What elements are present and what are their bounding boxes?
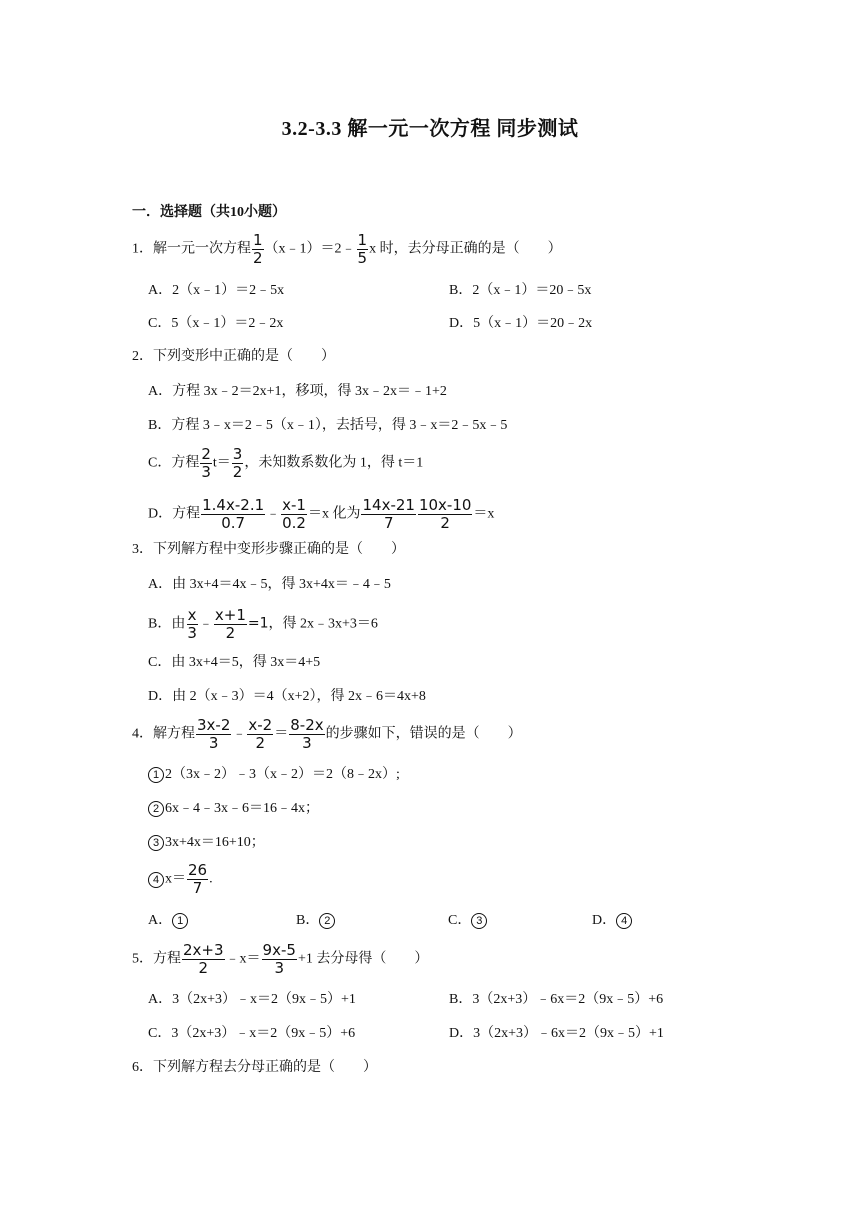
question-4-step-2: 2 6x﹣4﹣3x﹣6＝16﹣4x； (148, 800, 319, 818)
question-2-option-b: B．方程 3﹣x＝2﹣5（x﹣1），去括号，得 3﹣x＝2﹣5x﹣5 (148, 418, 508, 433)
question-1-stem: 1．解一元一次方程 $\frac{1}{2}$ （x﹣1）＝2﹣ $\frac{1}{5}$ x 时，去分母正确的是（ ） (132, 231, 562, 267)
question-5-option-a: A．3（2x+3）﹣x＝2（9x﹣5）+1 (148, 992, 356, 1007)
question-2-option-d: D．方程 $\frac{1.4x-2.1}{0.7}$ ﹣ $\frac{x-1}{0.2}$ ＝x 化为 $\frac{14x-21}{7}$ $\frac{10x-10}{2}$ ＝x (148, 496, 495, 532)
fraction: $\frac{1.4x-2.1}{0.7}$ (202, 496, 265, 532)
circled-number-icon: 1 (148, 767, 164, 783)
circled-number-icon: 3 (471, 913, 487, 929)
question-1-option-c: C．5（x﹣1）＝2﹣2x (148, 316, 284, 331)
fraction: $\frac{26}{7}$ (188, 861, 208, 897)
question-2-stem: 2．下列变形中正确的是（ ） (132, 349, 335, 364)
fraction: $\frac{10x-10}{2}$ (418, 496, 472, 532)
fraction: $\frac{3}{2}$ (232, 445, 243, 481)
question-2-option-a: A．方程 3x﹣2＝2x+1，移项，得 3x﹣2x＝﹣1+2 (148, 384, 447, 399)
question-2-option-c: C．方程 $\frac{2}{3}$ t＝ $\frac{3}{2}$ ，未知数系数化为 1，得 t＝1 (148, 445, 424, 481)
question-4-step-1: 1 2（3x﹣2）﹣3（x﹣2）＝2（8﹣2x）; (148, 766, 400, 784)
fraction: $\frac{8-2x}{3}$ (290, 716, 324, 752)
question-4-option-a: A． 1 (148, 912, 189, 930)
question-4-option-c: C． 3 (448, 912, 488, 930)
fraction: $\frac{1}{5}$ (357, 231, 368, 267)
fraction: $\frac{3x-2}{3}$ (197, 716, 231, 752)
fraction: $\frac{14x-21}{7}$ (362, 496, 415, 532)
question-1-option-d: D．5（x﹣1）＝20﹣2x (449, 316, 593, 331)
circled-number-icon: 1 (172, 913, 188, 929)
question-6-stem: 6．下列解方程去分母正确的是（ ） (132, 1060, 377, 1075)
question-4-option-b: B． 2 (296, 912, 336, 930)
fraction: $\frac{x-2}{2}$ (248, 716, 273, 752)
fraction: $\frac{x-1}{0.2}$ (282, 496, 306, 532)
question-3-option-b: B．由 $\frac{x}{3}$ ﹣ $\frac{x+1}{2}$ =1，得 2x﹣3x+3＝6 (148, 606, 378, 642)
question-3-option-d: D．由 2（x﹣3）＝4（x+2），得 2x﹣6＝4x+8 (148, 689, 426, 704)
circled-number-icon: 2 (319, 913, 335, 929)
question-5-option-c: C．3（2x+3）﹣x＝2（9x﹣5）+6 (148, 1026, 356, 1041)
question-5-option-b: B．3（2x+3）﹣6x＝2（9x﹣5）+6 (449, 992, 664, 1007)
section-heading: 一．选择题（共10小题） (132, 205, 286, 220)
page-title: 3.2-3.3 解一元一次方程 同步测试 (281, 118, 579, 140)
circled-number-icon: 2 (148, 801, 164, 817)
circled-number-icon: 4 (148, 872, 164, 888)
question-4-step-4: 4 x＝ $\frac{26}{7}$ . (148, 862, 213, 897)
question-4-stem: 4．解方程 $\frac{3x-2}{3}$ ﹣ $\frac{x-2}{2}$ ＝ $\frac{8-2x}{3}$ 的步骤如下，错误的是（ ） (132, 716, 522, 752)
fraction: $\frac{x+1}{2}$ (214, 606, 246, 642)
question-5-stem: 5．方程 $\frac{2x+3}{2}$ ﹣x＝ $\frac{9x-5}{3}$ +1 去分母得（ ） (132, 941, 429, 977)
circled-number-icon: 3 (148, 835, 164, 851)
question-1-option-a: A．2（x﹣1）＝2﹣5x (148, 283, 285, 298)
circled-number-icon: 4 (616, 913, 632, 929)
fraction: $\frac{9x-5}{3}$ (262, 941, 296, 977)
question-3-option-a: A．由 3x+4＝4x﹣5，得 3x+4x＝﹣4﹣5 (148, 577, 391, 592)
fraction: $\frac{1}{2}$ (253, 231, 263, 267)
question-4-step-3: 3 3x+4x＝16+10； (148, 834, 265, 852)
question-3-option-c: C．由 3x+4＝5，得 3x＝4+5 (148, 655, 321, 670)
fraction: $\frac{2x+3}{2}$ (183, 941, 224, 977)
fraction: $\frac{x}{3}$ (187, 606, 197, 642)
fraction: $\frac{2}{3}$ (201, 445, 211, 481)
question-4-option-d: D． 4 (592, 912, 633, 930)
question-5-option-d: D．3（2x+3）﹣6x＝2（9x﹣5）+1 (449, 1026, 664, 1041)
question-1-option-b: B．2（x﹣1）＝20﹣5x (449, 283, 592, 298)
question-3-stem: 3．下列解方程中变形步骤正确的是（ ） (132, 542, 405, 557)
